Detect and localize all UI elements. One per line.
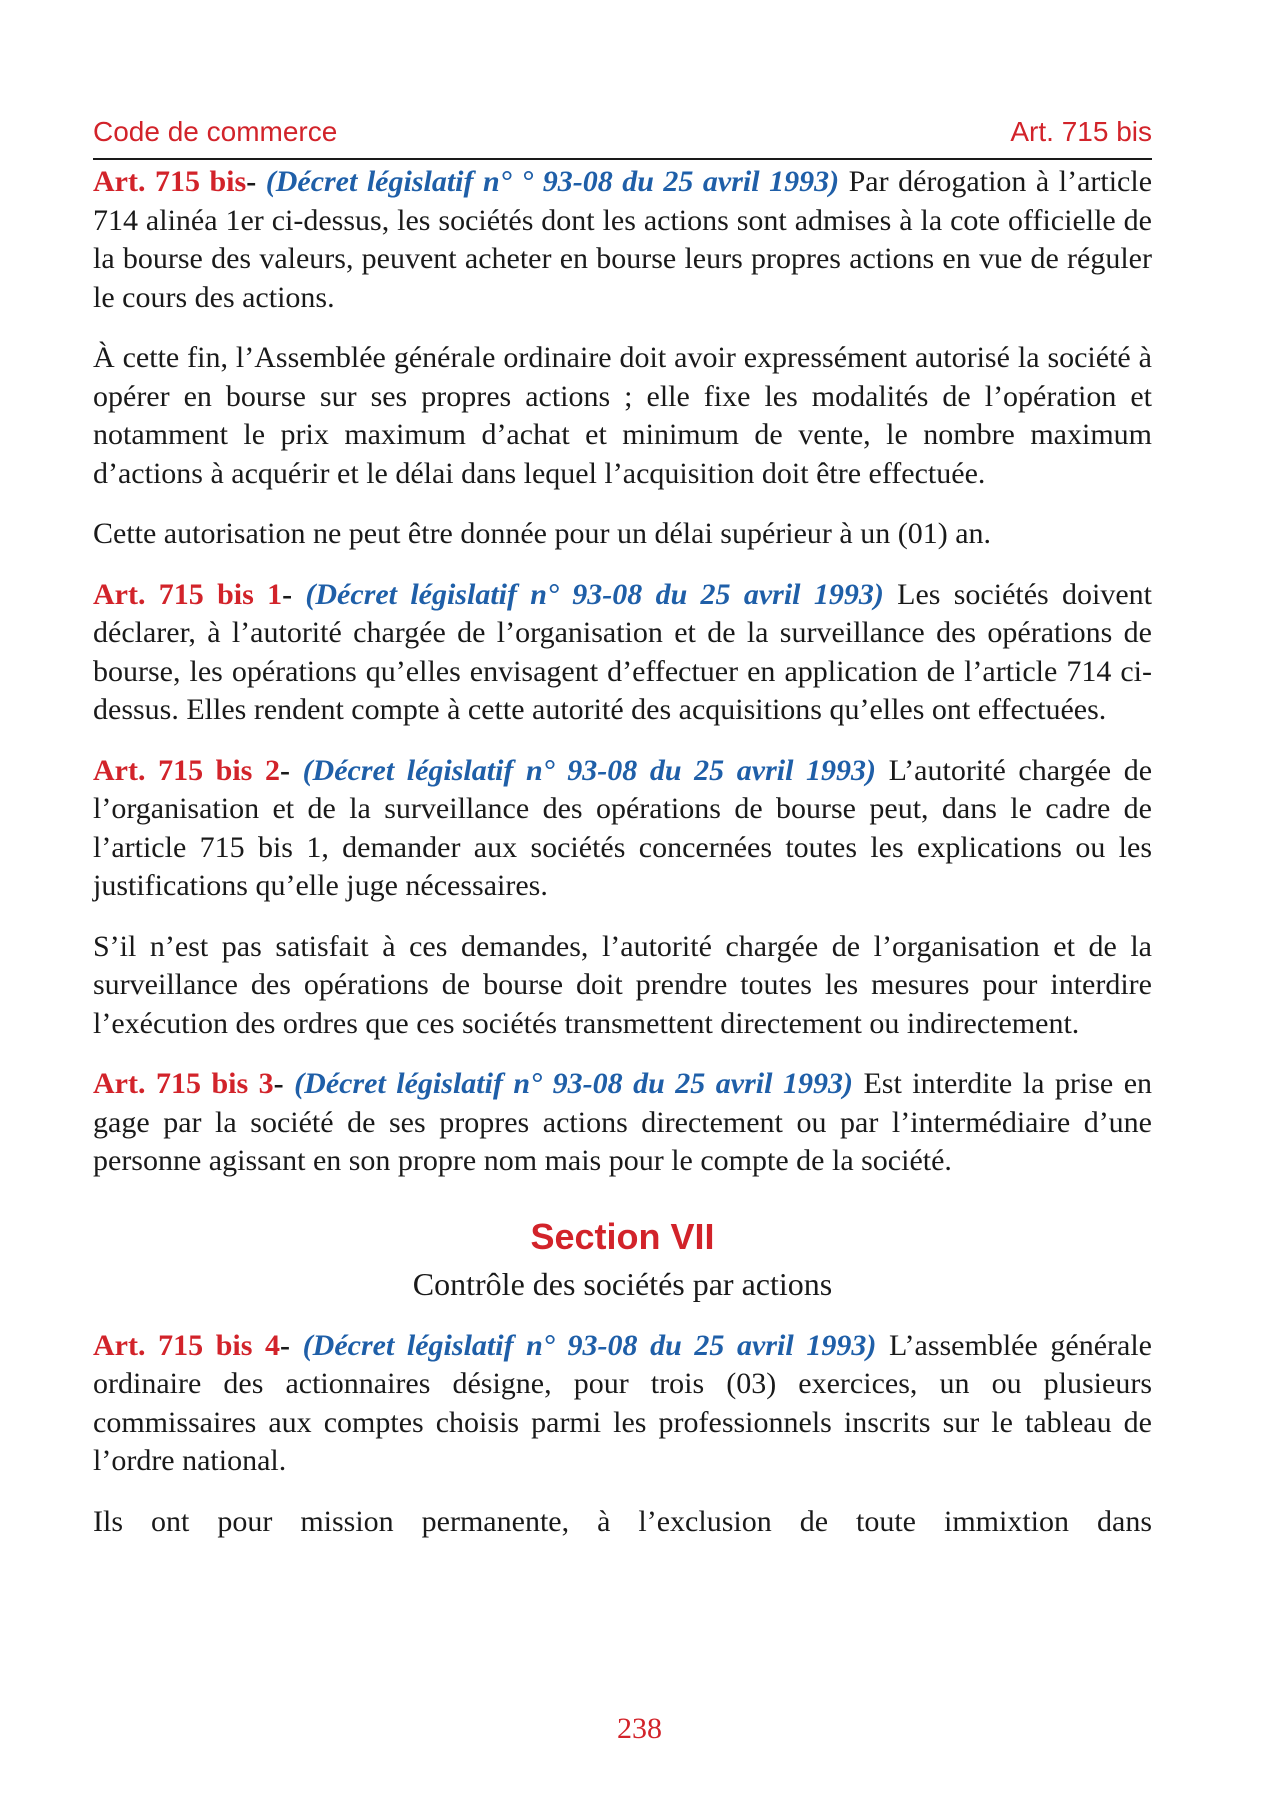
paragraph: À cette fin, l’Assemblée générale ordinaire doit avoir expressément autorisé la société à opérer en bourse sur ses propres actions ; elle fixe les modalités de l’opération et notamment le prix maximum d’achat et minimum de vente, le nombre maximum d’actions à acquérir et le délai dans lequel l’acquisition doit être effectuée. [93, 341, 1152, 490]
article-label: Art. 715 bis 2 [93, 753, 280, 787]
article-dash: - [279, 753, 290, 787]
decree-reference: (Décret législatif n° 93-08 du 25 avril 1993) [302, 753, 876, 787]
decree-reference: (Décret législatif n° 93-08 du 25 avril 1993) [302, 1328, 877, 1362]
article-715-bis-2 [93, 752, 1152, 906]
article-715-bis [93, 163, 1152, 317]
running-article: Art. 715 bis [1010, 116, 1152, 147]
page-body [93, 163, 1152, 1563]
article-text: Est interdite la prise en gage par la société de ses propres actions directement ou par l’intermédiaire d’une personne agissant en son propre nom mais pour le compte de la société. [93, 1067, 1153, 1177]
article-text: L’assemblée générale ordinaire des actionnaires désigne, pour trois (03) exercices, un ou plusieurs commissaires aux comptes choisis parmi les professionnels inscrits sur le tableau de l’ordre national. [93, 1328, 1152, 1477]
article-715-bis-3 [93, 1065, 1152, 1181]
article-715-bis-4 [93, 1327, 1152, 1481]
article-label: Art. 715 bis 4 [93, 1328, 281, 1362]
paragraph: Cette autorisation ne peut être donnée pour un délai supérieur à un (01) an. [93, 517, 992, 550]
paragraph: Ils ont pour mission permanente, à l’exclusion de toute immixtion dans [93, 1504, 1152, 1538]
article-715-bis-1 [93, 576, 1152, 730]
decree-reference: (Décret législatif n° 93-08 du 25 avril 1993) [294, 1067, 853, 1100]
article-text: L’autorité chargée de l’organisation et de la surveillance des opérations de bourse peut, dans le cadre de l’article 715 bis 1, demander aux sociétés concernées toutes les explications ou les justifications qu’elle juge nécessaires. [93, 753, 1153, 902]
page-number: 238 [617, 1712, 662, 1745]
article-label: Art. 715 bis [93, 165, 247, 198]
section-title: Section VII [530, 1215, 715, 1257]
section-subtitle: Contrôle des sociétés par actions [412, 1265, 833, 1302]
article-label: Art. 715 bis 3 [93, 1067, 274, 1100]
article-text: Les sociétés doivent déclarer, à l’autorité chargée de l’organisation et de la surveillance des opérations de bourse, les opérations qu’elles envisagent d’effectuer en application de l’article 714 ci-dessus. Elles rendent compte à cette autorité des acquisitions qu’elles ont effectuées. [93, 577, 1153, 726]
article-dash: - [246, 165, 257, 198]
decree-reference: (Décret législatif n° 93-08 du 25 avril 1993) [305, 577, 884, 611]
article-dash: - [280, 1328, 291, 1362]
article-label: Art. 715 bis 1 [93, 577, 283, 611]
page-header [93, 112, 1152, 160]
article-text: Par dérogation à l’article 714 alinéa 1er ci-dessus, les sociétés dont les actions sont admises à la cote officielle de la bourse des valeurs, peuvent acheter en bourse leurs propres actions en vue de réguler le cours des actions. [93, 165, 1153, 314]
article-dash: - [273, 1067, 284, 1100]
decree-reference: (Décret législatif n° ° 93-08 du 25 avril 1993) [265, 165, 840, 198]
article-dash: - [282, 577, 293, 611]
paragraph: S’il n’est pas satisfait à ces demandes, l’autorité chargée de l’organisation et de la surveillance des opérations de bourse doit prendre toutes les mesures pour interdire l’exécution des ordres que ces sociétés transmettent directement ou indirectement. [93, 929, 1152, 1040]
running-title: Code de commerce [93, 116, 338, 147]
